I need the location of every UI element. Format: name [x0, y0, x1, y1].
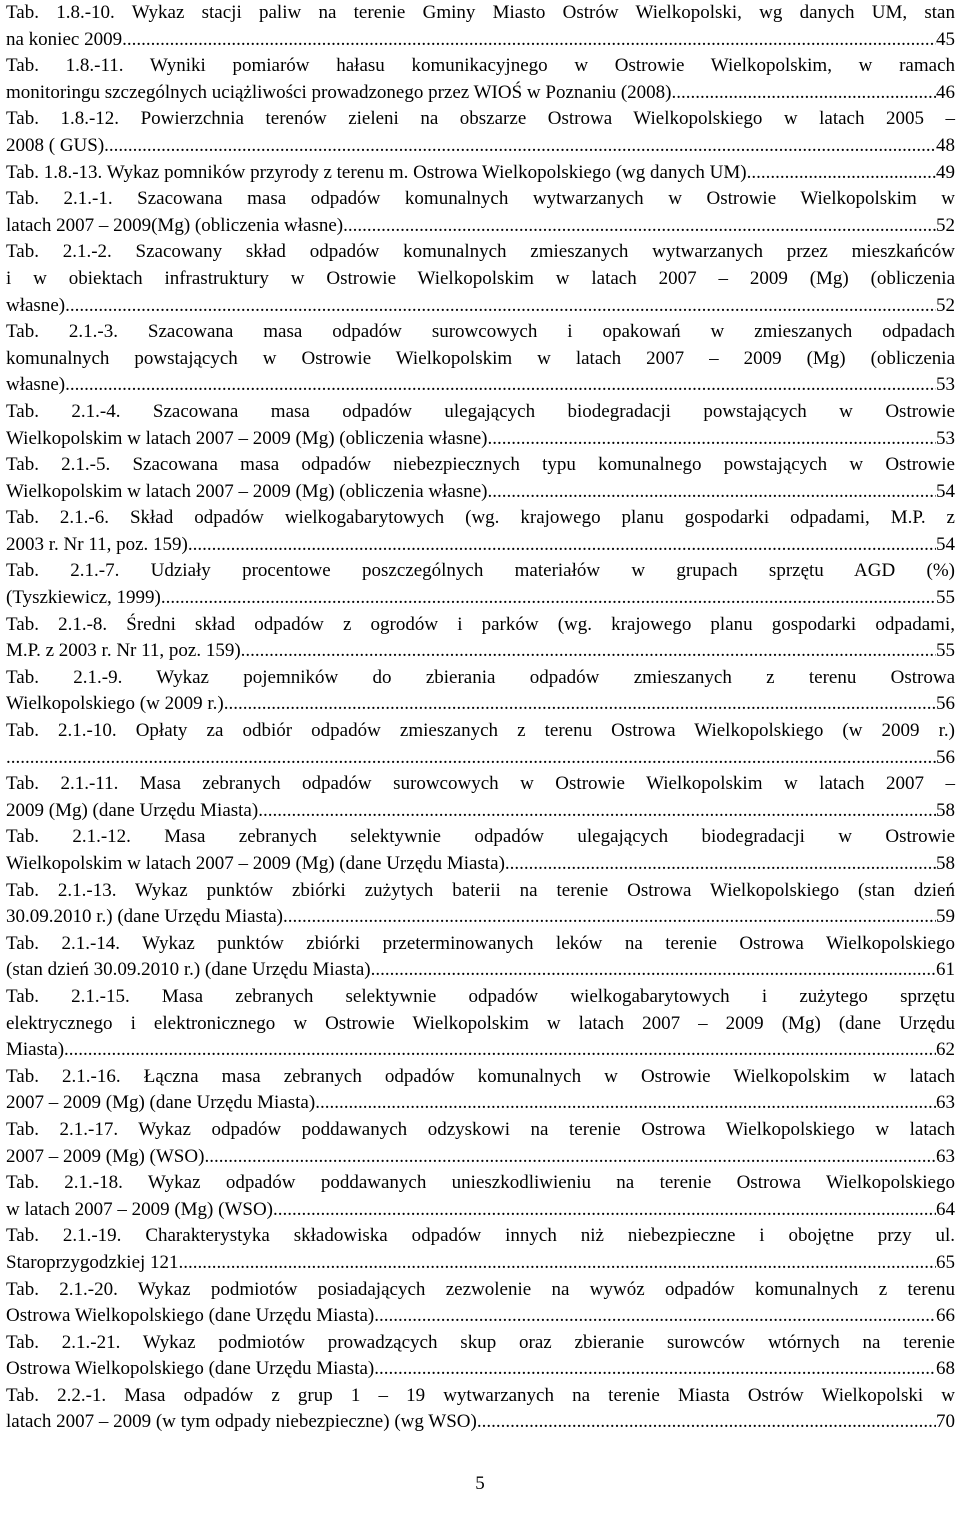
- toc-entry-page-number: 55: [936, 640, 955, 662]
- toc-entry-line: elektrycznego i elektronicznego w Ostrowie Wielkopolskim w latach 2007 – 2009 (Mg) (dane Urzędu: [6, 1012, 955, 1034]
- toc-entry[interactable]: [6, 1117, 955, 1170]
- toc-entry-line: Tab. 2.1.-18. Wykaz odpadów poddawanych unieszkodliwieniu na terenie Ostrowa Wielkopolskiego: [6, 1172, 955, 1194]
- toc-entry-page-number: 59: [936, 906, 955, 928]
- toc-entry-title-tail: latach 2007 – 2009 (w tym odpady niebezpieczne) (wg WSO): [6, 1411, 477, 1433]
- dot-leader: [747, 160, 936, 187]
- toc-entry[interactable]: [6, 1064, 955, 1117]
- toc-entry[interactable]: [6, 399, 955, 452]
- toc-entry[interactable]: [6, 1383, 955, 1436]
- toc-entry-page-number: 46: [936, 81, 955, 103]
- dot-leader: [505, 851, 936, 878]
- toc-entry-title-tail: 2007 – 2009 (Mg) (dane Urzędu Miasta): [6, 1092, 316, 1114]
- toc-entry-last-line: [6, 80, 955, 107]
- toc-entry-line: Tab. 2.1.-14. Wykaz punktów zbiórki przeterminowanych leków na terenie Ostrowa Wielkopolskiego: [6, 932, 955, 954]
- toc-entry-page-number: 52: [936, 294, 955, 316]
- toc-entry-last-line: [6, 904, 955, 931]
- toc-entry-title-tail: (Tyszkiewicz, 1999): [6, 587, 161, 609]
- toc-entry[interactable]: [6, 319, 955, 399]
- toc-entry-page-number: 49: [936, 161, 955, 183]
- page-number: 5: [475, 1473, 485, 1494]
- toc-entry-line: Tab. 2.1.-8. Średni skład odpadów z ogrodów i parków (wg. krajowego planu gospodarki odpadami,: [6, 613, 955, 635]
- toc-entry[interactable]: [6, 1330, 955, 1383]
- toc-entry[interactable]: [6, 186, 955, 239]
- toc-entry-title-tail: Miasta): [6, 1039, 65, 1061]
- toc-entry-page-number: 45: [936, 28, 955, 50]
- toc-entry-line: Tab. 2.1.-6. Skład odpadów wielkogabarytowych (wg. krajowego planu gospodarki odpadami, M.P. z: [6, 507, 955, 529]
- toc-entry-line: Tab. 2.1.-3. Szacowana masa odpadów surowcowych i opakowań w zmieszanych odpadach: [6, 321, 955, 343]
- dot-leader: [104, 133, 936, 160]
- dot-leader: [488, 479, 936, 506]
- dot-leader: [488, 426, 936, 453]
- toc-entry[interactable]: [6, 1170, 955, 1223]
- toc-entry-line: Tab. 2.1.-20. Wykaz podmiotów posiadających zezwolenie na wywóz odpadów komunalnych z terenu: [6, 1278, 955, 1300]
- toc-entry-last-line: [6, 851, 955, 878]
- toc-entry[interactable]: [6, 452, 955, 505]
- toc-entry-line: Tab. 2.1.-17. Wykaz odpadów poddawanych odzyskowi na terenie Ostrowa Wielkopolskiego w latach: [6, 1118, 955, 1140]
- toc-entry-last-line: [6, 479, 955, 506]
- toc-entry-title-tail: Wielkopolskim w latach 2007 – 2009 (Mg) (obliczenia własne): [6, 480, 488, 502]
- toc-entry-page-number: 56: [936, 746, 955, 768]
- toc-entry-title-tail: własne): [6, 374, 66, 396]
- toc-entry-last-line: [6, 1144, 955, 1171]
- toc-entry[interactable]: [6, 106, 955, 159]
- toc-entry[interactable]: [6, 1223, 955, 1276]
- toc-entry-line: Tab. 2.1.-1. Szacowana masa odpadów komunalnych wytwarzanych w Ostrowie Wielkopolskim w: [6, 188, 955, 210]
- toc-entry-line: Tab. 2.1.-21. Wykaz podmiotów prowadzących skup oraz zbieranie surowców wtórnych na terenie: [6, 1331, 955, 1353]
- toc-entry-page-number: 52: [936, 214, 955, 236]
- toc-entry-title-tail: Wielkopolskim w latach 2007 – 2009 (Mg) (dane Urzędu Miasta): [6, 853, 505, 874]
- toc-entry-title-tail: Ostrowa Wielkopolskiego (dane Urzędu Miasta): [6, 1358, 375, 1380]
- toc-entry-last-line: [6, 532, 955, 559]
- toc-entry-last-line: [6, 638, 955, 665]
- toc-entry-last-line: [6, 691, 955, 718]
- dot-leader: [371, 957, 936, 984]
- dot-leader: [224, 691, 936, 718]
- toc-entry-line: komunalnych powstających w Ostrowie Wielkopolskim w latach 2007 – 2009 (Mg) (obliczenia: [6, 347, 955, 369]
- toc-entry-line: Tab. 1.8.-11. Wyniki pomiarów hałasu komunikacyjnego w Ostrowie Wielkopolskim, w ramach: [6, 55, 955, 77]
- toc-entry-title-tail: Ostrowa Wielkopolskiego (dane Urzędu Miasta): [6, 1305, 375, 1327]
- toc-entry[interactable]: [6, 505, 955, 558]
- toc-entry-title-tail: Tab. 1.8.-13. Wykaz pomników przyrody z terenu m. Ostrowa Wielkopolskiego (wg danych UM): [6, 161, 747, 183]
- toc-entry-last-line: [6, 745, 955, 772]
- toc-entry-title-tail: na koniec 2009.: [6, 28, 127, 50]
- toc-entry-page-number: 68: [936, 1358, 955, 1380]
- dot-leader: [188, 532, 936, 559]
- toc-entry-last-line: [6, 1250, 955, 1277]
- toc-entry[interactable]: [6, 771, 955, 824]
- toc-entry-title-tail: 2008 ( GUS): [6, 134, 105, 156]
- toc-entry[interactable]: [6, 558, 955, 611]
- toc-entry[interactable]: [6, 612, 955, 665]
- toc-entry-page-number: 61: [936, 959, 955, 981]
- toc-entry-line: Tab. 2.1.-11. Masa zebranych odpadów surowcowych w Ostrowie Wielkopolskim w latach 2007 –: [6, 773, 955, 795]
- toc-entry-page-number: 53: [936, 374, 955, 396]
- toc-entry-last-line: [6, 213, 955, 240]
- toc-entry-last-line: [6, 160, 955, 187]
- toc-entry-line: Tab. 2.1.-12. Masa zebranych selektywnie odpadów ulegających biodegradacji w Ostrowie: [6, 826, 955, 848]
- dot-leader: [64, 1037, 936, 1064]
- toc-entry-page-number: 56: [936, 693, 955, 715]
- toc-entry[interactable]: [6, 718, 955, 771]
- table-of-contents: [6, 0, 955, 1436]
- toc-entry-page-number: 48: [936, 134, 955, 156]
- toc-entry-title-tail: Wielkopolskiego (w 2009 r.): [6, 693, 224, 715]
- toc-entry-title-tail: (stan dzień 30.09.2010 r.) (dane Urzędu Miasta): [6, 959, 371, 981]
- toc-entry-line: Tab. 2.1.-13. Wykaz punktów zbiórki zużytych baterii na terenie Ostrowa Wielkopolskiego (stan dzień: [6, 879, 955, 901]
- toc-entry[interactable]: [6, 0, 955, 53]
- toc-entry-last-line: [6, 1356, 955, 1383]
- toc-entry-line: Tab. 2.1.-5. Szacowana masa odpadów niebezpiecznych typu komunalnego powstających w Ostrowie: [6, 454, 955, 476]
- toc-entry-title-tail: Wielkopolskim w latach 2007 – 2009 (Mg) (obliczenia własne): [6, 427, 488, 449]
- toc-entry-page-number: 63: [936, 1092, 955, 1114]
- toc-entry[interactable]: [6, 160, 955, 187]
- toc-entry-title-tail: własne): [6, 294, 66, 316]
- dot-leader: [6, 745, 936, 772]
- dot-leader: [161, 585, 936, 612]
- toc-entry-page-number: 54: [936, 480, 955, 502]
- toc-entry[interactable]: [6, 53, 955, 106]
- toc-entry[interactable]: [6, 931, 955, 984]
- toc-entry-line: i w obiektach infrastruktury w Ostrowie Wielkopolskim w latach 2007 – 2009 (Mg) (obliczenia: [6, 267, 955, 289]
- toc-entry-page-number: 62: [936, 1039, 955, 1061]
- toc-entry-line: Tab. 1.8.-12. Powierzchnia terenów zieleni na obszarze Ostrowa Wielkopolskiego w latach 2005 –: [6, 108, 955, 130]
- toc-entry-page-number: 63: [936, 1145, 955, 1167]
- toc-entry-last-line: [6, 426, 955, 453]
- toc-entry[interactable]: [6, 239, 955, 319]
- toc-entry-line: Tab. 2.1.-19. Charakterystyka składowiska odpadów innych niż niebezpieczne i obojętne przy ul.: [6, 1225, 955, 1247]
- toc-entry-line: Tab. 2.1.-2. Szacowany skład odpadów komunalnych zmieszanych wytwarzanych przez mieszkańców: [6, 241, 955, 263]
- dot-leader: [241, 638, 936, 665]
- toc-entry-last-line: [6, 957, 955, 984]
- toc-entry-last-line: [6, 133, 955, 160]
- toc-entry-last-line: [6, 1090, 955, 1117]
- dot-leader: [315, 1090, 936, 1117]
- toc-entry-title-tail: w latach 2007 – 2009 (Mg) (WSO): [6, 1198, 274, 1220]
- toc-entry[interactable]: [6, 665, 955, 718]
- toc-entry-title-tail: monitoringu szczególnych uciążliwości prowadzonego przez WIOŚ w Poznaniu (2008): [6, 81, 672, 103]
- dot-leader: [204, 1144, 936, 1171]
- dot-leader: [65, 372, 936, 399]
- toc-entry-last-line: [6, 293, 955, 320]
- dot-leader: [127, 27, 936, 54]
- toc-entry-page-number: 65: [936, 1251, 955, 1273]
- toc-entry-last-line: [6, 1037, 955, 1064]
- toc-entry-title-tail: Staroprzygodzkiej 121: [6, 1251, 179, 1273]
- toc-entry-line: Tab. 2.1.-9. Wykaz pojemników do zbierania odpadów zmieszanych z terenu Ostrowa: [6, 666, 955, 688]
- dot-leader: [273, 1197, 936, 1224]
- toc-entry-last-line: [6, 1197, 955, 1224]
- dot-leader: [179, 1250, 936, 1277]
- toc-entry-last-line: [6, 372, 955, 399]
- toc-entry-last-line: [6, 27, 955, 54]
- toc-entry[interactable]: [6, 878, 955, 931]
- dot-leader: [477, 1409, 936, 1436]
- toc-entry-line: Tab. 1.8.-10. Wykaz stacji paliw na terenie Gminy Miasto Ostrów Wielkopolski, wg danych UM, stan: [6, 2, 955, 23]
- dot-leader: [283, 904, 936, 931]
- toc-entry-page-number: 54: [936, 533, 955, 555]
- toc-entry-last-line: [6, 1409, 955, 1436]
- toc-entry-page-number: 58: [936, 853, 955, 874]
- toc-entry-title-tail: 2003 r. Nr 11, poz. 159): [6, 533, 188, 555]
- toc-entry[interactable]: [6, 984, 955, 1064]
- toc-entry-page-number: 70: [936, 1411, 955, 1433]
- toc-entry-title-tail: 2007 – 2009 (Mg) (WSO): [6, 1145, 205, 1167]
- toc-entry-page-number: 58: [936, 799, 955, 821]
- dot-leader: [672, 80, 936, 107]
- toc-entry-page-number: 66: [936, 1305, 955, 1327]
- toc-entry-line: Tab. 2.1.-16. Łączna masa zebranych odpadów komunalnych w Ostrowie Wielkopolskim w latach: [6, 1065, 955, 1087]
- toc-entry-line: Tab. 2.1.-15. Masa zebranych selektywnie odpadów wielkogabarytowych i zużytego sprzętu: [6, 985, 955, 1007]
- toc-entry-last-line: [6, 1303, 955, 1330]
- dot-leader: [374, 1303, 936, 1330]
- dot-leader: [343, 213, 936, 240]
- toc-entry-title-tail: 30.09.2010 r.) (dane Urzędu Miasta): [6, 906, 284, 928]
- toc-entry-line: Tab. 2.1.-10. Opłaty za odbiór odpadów zmieszanych z terenu Ostrowa Wielkopolskiego (w 2009 r.): [6, 720, 955, 742]
- toc-entry-title-tail: latach 2007 – 2009(Mg) (obliczenia własne): [6, 214, 344, 236]
- toc-entry[interactable]: [6, 1277, 955, 1330]
- toc-entry[interactable]: [6, 824, 955, 877]
- dot-leader: [65, 293, 936, 320]
- toc-entry-last-line: [6, 585, 955, 612]
- toc-entry-last-line: [6, 798, 955, 825]
- dot-leader: [258, 798, 936, 825]
- toc-entry-line: Tab. 2.1.-4. Szacowana masa odpadów ulegających biodegradacji powstających w Ostrowie: [6, 400, 955, 422]
- dot-leader: [374, 1356, 936, 1383]
- toc-entry-line: Tab. 2.1.-7. Udziały procentowe poszczególnych materiałów w grupach sprzętu AGD (%): [6, 560, 955, 582]
- toc-entry-line: Tab. 2.2.-1. Masa odpadów z grup 1 – 19 wytwarzanych na terenie Miasta Ostrów Wielkopolski w: [6, 1384, 955, 1406]
- toc-entry-page-number: 55: [936, 587, 955, 609]
- toc-entry-title-tail: 2009 (Mg) (dane Urzędu Miasta): [6, 799, 259, 821]
- toc-entry-page-number: 64: [936, 1198, 955, 1220]
- toc-entry-title-tail: M.P. z 2003 r. Nr 11, poz. 159): [6, 640, 241, 662]
- toc-entry-page-number: 53: [936, 427, 955, 449]
